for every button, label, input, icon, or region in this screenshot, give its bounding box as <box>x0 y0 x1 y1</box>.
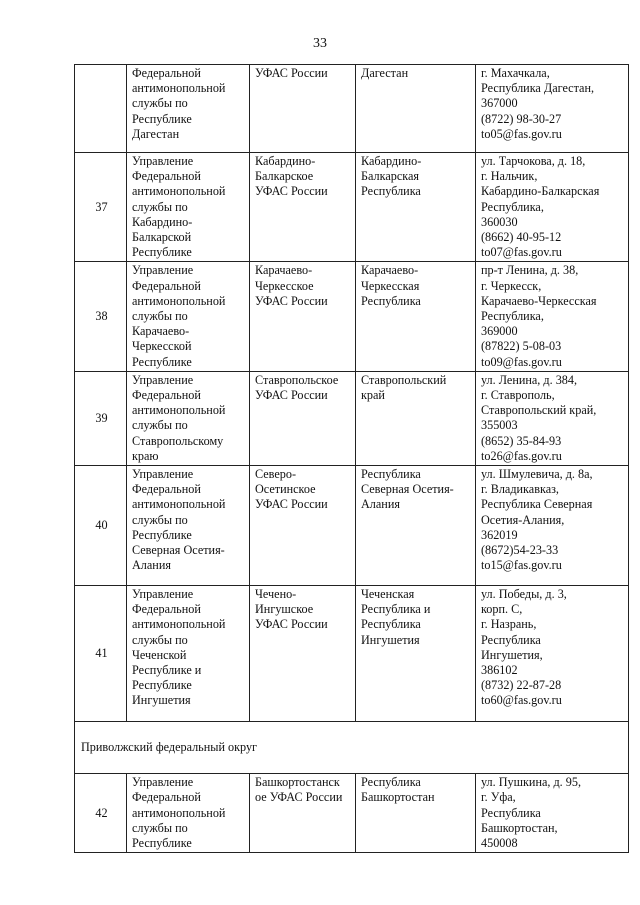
section-row <box>75 722 629 774</box>
authority-name-line: Федеральной <box>132 482 201 497</box>
table-row <box>75 262 629 371</box>
authority-name-line: антимонопольной <box>132 184 226 199</box>
authority-name-line: Федеральной <box>132 278 201 293</box>
region-name-line: Дагестан <box>361 66 409 80</box>
region-name-line: Башкортостан <box>361 790 435 805</box>
authority-name-line: службы по <box>132 96 188 111</box>
row-number: 41 <box>75 586 127 722</box>
address-contacts-line: ул. Пушкина, д. 95, <box>481 775 582 790</box>
row-number: 37 <box>75 153 127 262</box>
authority-name <box>127 153 250 262</box>
authority-name-line: Управление <box>132 263 194 278</box>
authority-name-line: Республике <box>132 354 192 369</box>
table-row <box>75 466 629 586</box>
authority-name-line: Алания <box>132 558 171 573</box>
region-name-line: Ставропольский <box>361 372 447 387</box>
address-contacts-line: Осетия-Алания, <box>481 512 565 527</box>
region-name-line: край <box>361 388 385 403</box>
authority-name-line: Управление <box>132 372 194 387</box>
authority-name-line: службы по <box>132 199 188 214</box>
registry-table <box>74 64 629 853</box>
authority-name-line: Федеральной <box>132 169 201 184</box>
address-contacts-line: Башкортостан, <box>481 820 558 835</box>
address-contacts-line: ул. Тарчокова, д. 18, <box>481 154 586 168</box>
authority-short-name-line: Северо- <box>255 467 297 482</box>
table-row <box>75 153 629 262</box>
authority-name-line: службы по <box>132 632 188 647</box>
address-contacts-line: 450008 <box>481 836 518 851</box>
authority-name-line: Федеральной <box>132 790 201 805</box>
address-contacts-line: Карачаево-Черкесская <box>481 293 597 308</box>
address-contacts-line: 355003 <box>481 418 518 433</box>
row-number <box>75 65 127 153</box>
address-contacts-line: г. Назрань, <box>481 617 537 632</box>
address-contacts-line: г. Ставрополь, <box>481 388 555 403</box>
authority-name-line: Республике <box>132 111 192 126</box>
address-contacts <box>476 774 629 853</box>
address-contacts <box>476 466 629 586</box>
address-contacts-line: Кабардино-Балкарская <box>481 184 600 199</box>
authority-name-line: антимонопольной <box>132 805 226 820</box>
authority-name <box>127 774 250 853</box>
region-name-line: Кабардино- <box>361 154 422 168</box>
address-contacts-line: to15@fas.gov.ru <box>481 558 562 573</box>
authority-name-line: Республике <box>132 836 192 851</box>
authority-name-line: антимонопольной <box>132 293 226 308</box>
row-number: 38 <box>75 262 127 371</box>
region-name-line: Чеченская <box>361 587 415 602</box>
table-row <box>75 586 629 722</box>
address-contacts-line: ул. Ленина, д. 384, <box>481 372 578 387</box>
authority-name-line: краю <box>132 448 159 463</box>
address-contacts-line: ул. Победы, д. 3, <box>481 587 567 602</box>
authority-name-line: службы по <box>132 512 188 527</box>
authority-short-name <box>250 65 356 153</box>
authority-name-line: Республике <box>132 678 192 693</box>
address-contacts-line: г. Уфа, <box>481 790 516 805</box>
region-name <box>356 65 476 153</box>
table-row <box>75 65 629 153</box>
authority-short-name-line: УФАС России <box>255 293 328 308</box>
authority-name-line: Управление <box>132 587 194 602</box>
authority-name-line: Республике <box>132 527 192 542</box>
address-contacts-line: (8662) 40-95-12 <box>481 230 562 245</box>
region-name-line: Республика <box>361 775 421 790</box>
address-contacts-line: Республика Дагестан, <box>481 81 595 96</box>
authority-name-line: Балкарской <box>132 230 192 245</box>
table-row <box>75 371 629 465</box>
authority-short-name <box>250 371 356 465</box>
authority-name <box>127 586 250 722</box>
authority-short-name-line: УФАС России <box>255 388 328 403</box>
authority-short-name-line: Карачаево- <box>255 263 313 278</box>
authority-name-line: Федеральной <box>132 602 201 617</box>
address-contacts-line: Республика Северная <box>481 497 593 512</box>
address-contacts-line: Республика <box>481 632 541 647</box>
authority-short-name-line: УФАС России <box>255 66 328 80</box>
address-contacts-line: ул. Шмулевича, д. 8а, <box>481 467 593 482</box>
address-contacts-line: 362019 <box>481 527 518 542</box>
address-contacts-line: (8722) 98-30-27 <box>481 111 562 126</box>
page-number: 33 <box>313 36 327 51</box>
authority-short-name <box>250 774 356 853</box>
region-name-line: Республика <box>361 617 421 632</box>
region-name-line: Республика и <box>361 602 431 617</box>
authority-name <box>127 466 250 586</box>
authority-name-line: Управление <box>132 154 194 168</box>
address-contacts-line: 369000 <box>481 324 518 339</box>
region-name <box>356 153 476 262</box>
authority-short-name-line: Черкесское <box>255 278 314 293</box>
address-contacts-line: 360030 <box>481 214 518 229</box>
authority-name <box>127 65 250 153</box>
address-contacts-line: to05@fas.gov.ru <box>481 126 562 141</box>
region-name-line: Республика <box>361 293 421 308</box>
address-contacts-line: (8652) 35-84-93 <box>481 433 562 448</box>
authority-name-line: Республике и <box>132 663 202 678</box>
authority-name-line: Управление <box>132 467 194 482</box>
address-contacts-line: to09@fas.gov.ru <box>481 354 562 369</box>
authority-name-line: Черкесской <box>132 339 192 354</box>
address-contacts-line: Республика, <box>481 199 544 214</box>
authority-short-name-line: Ставропольское <box>255 372 339 387</box>
authority-name-line: Федеральной <box>132 388 201 403</box>
address-contacts-line: Республика, <box>481 309 544 324</box>
authority-name <box>127 262 250 371</box>
region-name <box>356 586 476 722</box>
address-contacts-line: г. Черкесск, <box>481 278 542 293</box>
region-name <box>356 466 476 586</box>
authority-name-line: Республике <box>132 245 192 260</box>
authority-name-line: Северная Осетия- <box>132 543 225 558</box>
authority-name-line: Ставропольскому <box>132 433 224 448</box>
authority-name-line: Ингушетия <box>132 693 191 708</box>
row-number: 40 <box>75 466 127 586</box>
address-contacts-line: г. Нальчик, <box>481 169 538 184</box>
authority-short-name-line: Осетинское <box>255 482 316 497</box>
address-contacts-line: г. Владикавказ, <box>481 482 559 497</box>
authority-short-name <box>250 153 356 262</box>
row-number: 42 <box>75 774 127 853</box>
address-contacts-line: 367000 <box>481 96 518 111</box>
authority-short-name-line: ое УФАС России <box>255 790 343 805</box>
region-name <box>356 371 476 465</box>
authority-short-name-line: Балкарское <box>255 169 314 184</box>
authority-short-name-line: Ингушское <box>255 602 314 617</box>
authority-short-name-line: УФАС России <box>255 184 328 199</box>
authority-name-line: Кабардино- <box>132 214 193 229</box>
address-contacts-line: (8672)54-23-33 <box>481 543 559 558</box>
address-contacts-line: корп. С, <box>481 602 523 617</box>
authority-name-line: антимонопольной <box>132 617 226 632</box>
authority-name-line: антимонопольной <box>132 403 226 418</box>
address-contacts-line: Республика <box>481 805 541 820</box>
authority-short-name-line: Башкортостанск <box>255 775 340 790</box>
region-name-line: Черкесская <box>361 278 420 293</box>
region-name-line: Республика <box>361 467 421 482</box>
region-name-line: Карачаево- <box>361 263 419 278</box>
authority-name-line: Управление <box>132 775 194 790</box>
address-contacts-line: to26@fas.gov.ru <box>481 448 562 463</box>
address-contacts-line: Ингушетия, <box>481 647 543 662</box>
address-contacts-line: 386102 <box>481 663 518 678</box>
region-name-line: Балкарская <box>361 169 419 184</box>
authority-short-name-line: Чечено- <box>255 587 297 602</box>
region-name-line: Ингушетия <box>361 632 420 647</box>
address-contacts-line: Ставропольский край, <box>481 403 597 418</box>
authority-name-line: антимонопольной <box>132 81 226 96</box>
authority-name-line: Карачаево- <box>132 324 190 339</box>
authority-short-name <box>250 466 356 586</box>
section-title: Приволжский федеральный округ <box>75 722 629 774</box>
authority-name-line: Чеченской <box>132 647 187 662</box>
authority-name <box>127 371 250 465</box>
authority-name-line: антимонопольной <box>132 497 226 512</box>
address-contacts <box>476 371 629 465</box>
address-contacts-line: (87822) 5-08-03 <box>481 339 562 354</box>
address-contacts <box>476 153 629 262</box>
authority-short-name <box>250 586 356 722</box>
address-contacts <box>476 262 629 371</box>
region-name-line: Алания <box>361 497 400 512</box>
region-name <box>356 774 476 853</box>
region-name-line: Республика <box>361 184 421 199</box>
address-contacts-line: пр-т Ленина, д. 38, <box>481 263 579 278</box>
row-number: 39 <box>75 371 127 465</box>
region-name-line: Северная Осетия- <box>361 482 454 497</box>
authority-name-line: Дагестан <box>132 126 180 141</box>
address-contacts-line: to60@fas.gov.ru <box>481 693 562 708</box>
table-row <box>75 774 629 853</box>
address-contacts-line: (8732) 22-87-28 <box>481 678 562 693</box>
address-contacts <box>476 65 629 153</box>
address-contacts-line: г. Махачкала, <box>481 66 550 80</box>
address-contacts-line: to07@fas.gov.ru <box>481 245 562 260</box>
authority-name-line: службы по <box>132 418 188 433</box>
authority-name-line: службы по <box>132 820 188 835</box>
authority-short-name <box>250 262 356 371</box>
authority-name-line: службы по <box>132 309 188 324</box>
authority-short-name-line: Кабардино- <box>255 154 316 168</box>
authority-name-line: Федеральной <box>132 66 201 80</box>
authority-short-name-line: УФАС России <box>255 497 328 512</box>
region-name <box>356 262 476 371</box>
address-contacts <box>476 586 629 722</box>
authority-short-name-line: УФАС России <box>255 617 328 632</box>
